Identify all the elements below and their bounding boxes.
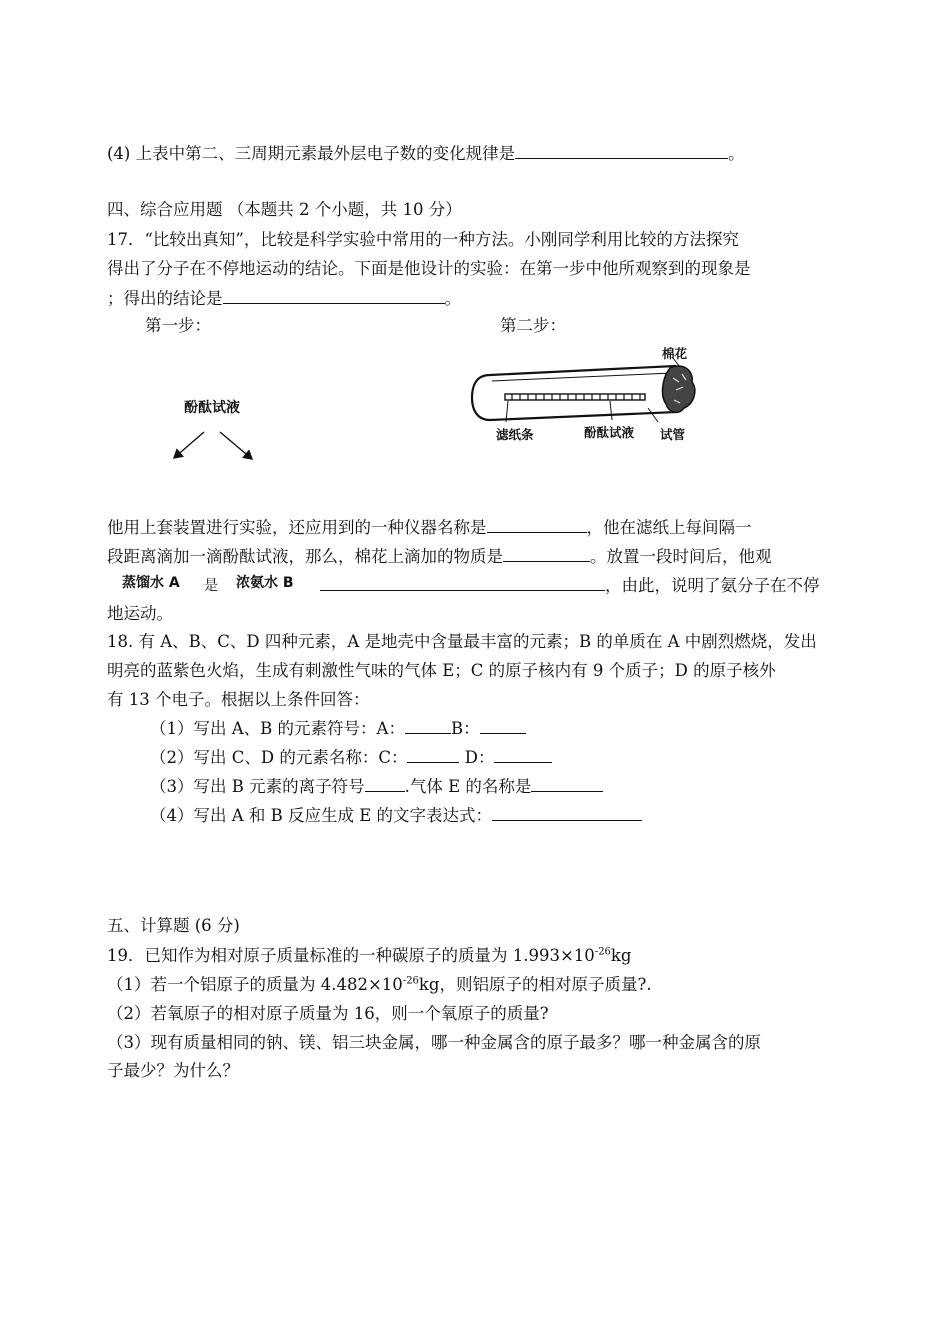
q16-item4-answer-blank-main[interactable] [545,142,720,159]
q18-a-symbol-blank[interactable] [405,717,451,734]
q17-line3 [107,287,461,310]
phenolphthalein-label: 酚酞试液 [584,425,635,440]
q17-p1-text-b: ，他在滤纸上每间隔一 [586,518,752,537]
q17-p2-text-a: 段距离滴加一滴酚酞试液，那么，棉花上滴加的物质是 [107,547,503,566]
q18-d-name-blank[interactable] [494,746,552,763]
q18-sub3-text-b: .气体 E 的名称是 [404,777,532,796]
q17-p2-text-b: 。放置一段时间后，他观 [590,547,772,566]
q17-p3-text-b: ，由此，说明了氨分子在不停 [605,576,820,595]
q17-instrument-blank[interactable] [487,516,587,533]
q19-sub3-line2: 子最少？为什么？ [107,1061,239,1080]
q18-sub3 [150,775,603,798]
q18-line1: 18. 有 A、B、C、D 四种元素，A 是地壳中含量最丰富的元素；B 的单质在 A 中剧烈燃烧，发出 [107,632,817,651]
section5-heading: 五、计算题 (6 分) [107,916,240,935]
q16-item4-answer-blank[interactable] [515,142,545,159]
step1-label: 第一步： [145,316,211,335]
q18-c-name-blank[interactable] [407,746,459,763]
q18-sub2 [150,746,552,769]
q18-line3: 有 13 个电子。根据以上条件回答： [107,690,370,709]
q18-sub2-text-b: D： [459,748,495,767]
cotton-label: 棉花 [662,346,688,361]
q17-line1: 17．“比较出真知”，比较是科学实验中常用的一种方法。小刚同学利用比较的方法探究 [107,230,739,249]
q18-sub1-text-a: （1）写出 A、B 的元素符号：A： [150,719,405,738]
q17-p3 [320,574,820,597]
q19-line1-exponent: -26 [594,946,611,958]
q17-p2 [107,545,772,568]
q19-sub1 [107,974,652,996]
q17-observation-blank[interactable] [320,574,605,591]
beaker-b-label: 浓氨水 B [236,575,294,591]
q19-sub3-line1: （3）现有质量相同的钠、镁、铝三块金属，哪一种金属含的原子最多？哪一种金属含的原 [107,1033,761,1052]
q17-line2: 得出了分子在不停地运动的结论。下面是他设计的实验：在第一步中他所观察到的现象是 [107,259,751,278]
q18-sub1-text-b: B： [450,719,480,738]
q19-sub2: （2）若氧原子的相对原子质量为 16，则一个氧原子的质量? [107,1004,549,1023]
q16-item4 [107,142,745,165]
q18-b-symbol-blank[interactable] [480,717,526,734]
q18-sub4-text-a: （4）写出 A 和 B 反应生成 E 的文字表达式： [150,806,493,825]
q19-line1-text: 19．已知作为相对原子质量标准的一种碳原子的质量为 1.993×10 [107,946,595,965]
arrow-left [174,432,204,458]
q17-line3-text: ；得出的结论是 [107,289,223,308]
beaker-mid-label: 是 [204,578,218,594]
q18-gas-e-name-blank[interactable] [531,775,603,792]
q19-sub1-text-a: （1）若一个铝原子的质量为 4.482×10 [107,975,403,994]
beaker-a-label: 蒸馏水 A [122,575,180,591]
q16-item4-end: 。 [728,144,745,163]
section4-heading: 四、综合应用题 （本题共 2 个小题，共 10 分） [107,200,462,219]
q18-expression-blank[interactable] [492,804,642,821]
q18-sub3-text-a: （3）写出 B 元素的离子符号 [150,777,365,796]
step2-label: 第二步： [500,316,566,335]
q17-substance-blank[interactable] [503,545,590,562]
q18-sub4 [150,804,642,827]
q17-p1-text-a: 他用上套装置进行实验，还应用到的一种仪器名称是 [107,518,487,537]
q17-p1 [107,516,752,539]
q19-sub1-text-b: kg，则铝原子的相对原子质量?. [418,975,652,994]
q16-item4-answer-blank-tail[interactable] [720,142,728,159]
diagram1-top-label: 酚酞试液 [184,400,240,416]
q17-conclusion-blank[interactable] [223,287,445,304]
q17-p4: 地运动。 [107,604,173,623]
q19-sub1-exponent: -26 [402,975,419,987]
q18-line2: 明亮的蓝紫色火焰，生成有刺激性气味的气体 E；C 的原子核内有 9 个质子；D 的原子核外 [107,661,776,680]
q18-sub2-text-a: （2）写出 C、D 的元素名称：C： [150,748,408,767]
arrow-right [220,432,252,459]
q16-item4-text: (4) 上表中第二、三周期元素最外层电子数的变化规律是 [107,144,516,163]
test-tube-label: 试管 [660,427,686,442]
q19-line1-unit: kg [610,946,632,965]
q19-line1 [107,945,631,967]
q18-ion-symbol-blank[interactable] [365,775,405,792]
q18-sub1 [150,717,526,740]
q17-line3-end: 。 [444,289,461,308]
diagram1-arrows [160,424,270,466]
filter-paper-label: 滤纸条 [496,427,534,442]
